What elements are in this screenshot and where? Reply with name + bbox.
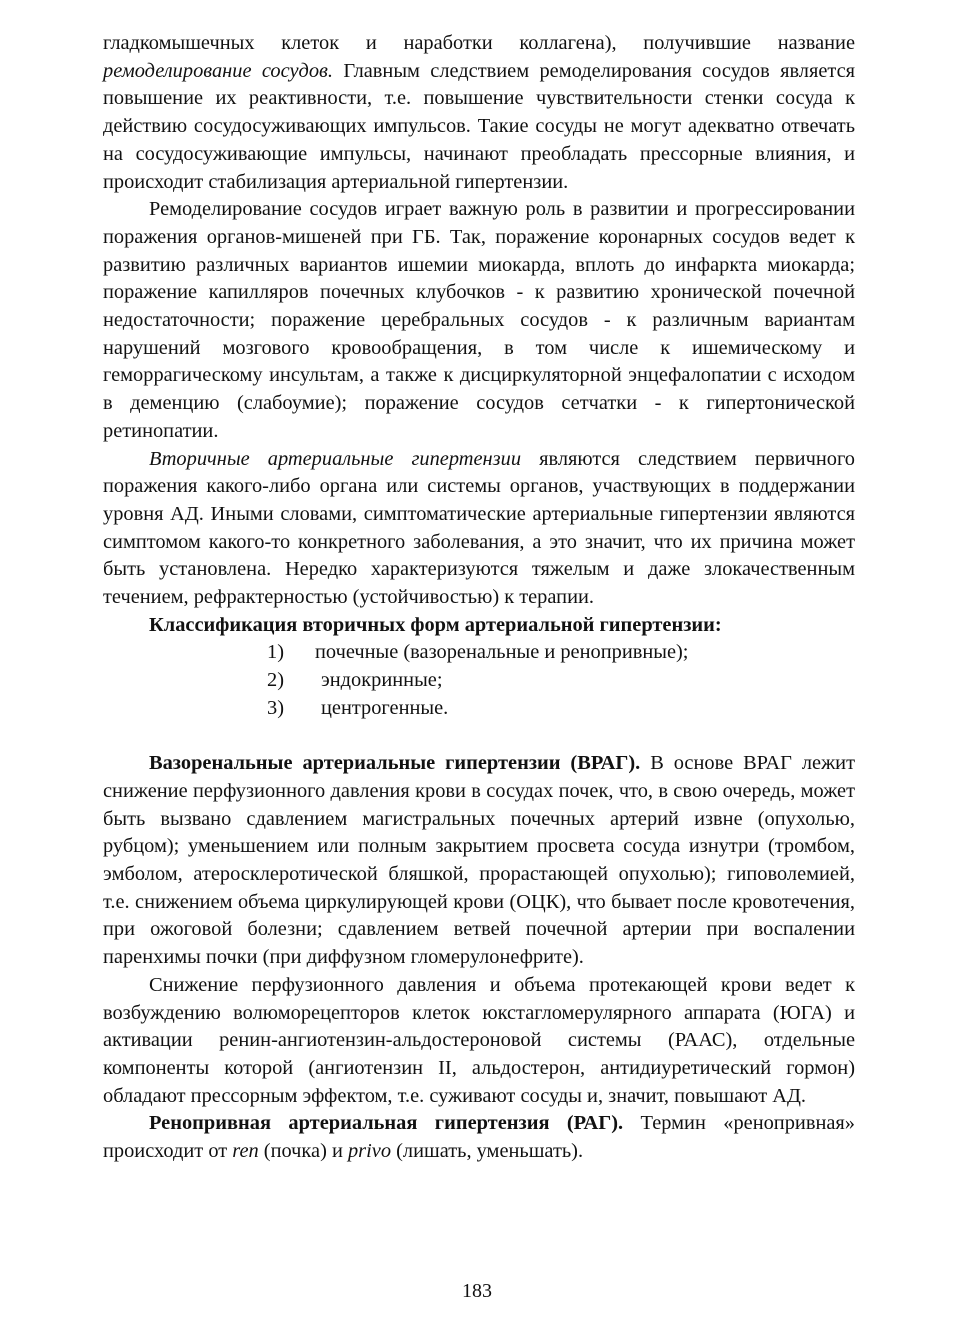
text-run: Главным следствием ремоделирования сосудов является повышение их реактивности, т.е. повышение чувствительности стенки сосуда к действию сосудосуживающих импульсов. Такие сосуды не могут адекватно отвечать на сосудосуживающие импульсы, начинают преобладать прессорные влияния, и происходит стабилизация артериальной гипертензии. <box>103 59 856 193</box>
bold-term: Вазоренальные артериальные гипертензии (ВРАГ). <box>149 752 641 775</box>
list-item <box>103 667 855 695</box>
text-run: Термин «ренопривная» происходит от <box>103 1112 855 1163</box>
page-number: 183 <box>462 1280 492 1302</box>
text-run: (почка) и <box>258 1140 348 1163</box>
list-item-number: 3) <box>267 696 284 719</box>
italic-term: Вторичные артериальные гипертензии <box>149 447 522 470</box>
list-item <box>103 639 855 667</box>
italic-term: ren <box>232 1140 259 1163</box>
paragraph-vasorenal <box>103 750 855 972</box>
list-item-number: 1) <box>267 641 284 664</box>
text-run: (лишать, уменьшать). <box>391 1140 584 1163</box>
paragraph-renoprival <box>103 1110 855 1165</box>
italic-term: ремоделирование сосудов. <box>103 59 333 82</box>
list-item-text: почечные (вазоренальные и ренопривные); <box>315 641 689 664</box>
text-run: являются следствием первичного поражения какого-либо органа или системы органов, участвующих в поддержании уровня АД. Иными словами, симптоматические артериальные гипертензии являются симптомом какого-то конкретного заболевания, а это значит, что их причина может быть установлена. Нередко характеризуются тяжелым и даже злокачественным течением, рефрактерностью (устойчивостью) к терапии. <box>103 447 855 609</box>
bold-term: Ренопривная артериальная гипертензия (РАГ). <box>149 1112 624 1135</box>
page-body <box>103 30 855 1166</box>
paragraph-raas: Снижение перфузионного давления и объема протекающей крови ведет к возбуждению волюморецепторов клеток юкстагломерулярного аппарата (ЮГА) и активации ренин-ангиотензин-альдостероновой системы (РААС), отдельные компоненты которой (ангиотензин II, альдостерон, антидиуретический гормон) обладают прессорным эффектом, т.е. суживают сосуды и, значит, повышают АД. <box>103 973 855 1107</box>
text-run: гладкомышечных клеток и наработки коллагена), получившие название <box>103 32 855 54</box>
list-item-text: центрогенные. <box>321 696 449 719</box>
list-item-text: эндокринные; <box>321 669 443 692</box>
list-item-number: 2) <box>267 669 284 692</box>
list-item <box>103 695 855 723</box>
italic-term: privo <box>347 1140 392 1163</box>
blank-line <box>103 723 855 751</box>
paragraph-remodeling-intro <box>103 30 855 196</box>
paragraph-target-organs: Ремоделирование сосудов играет важную роль в развитии и прогрессировании поражения органов-мишеней при ГБ. Так, поражение коронарных сосудов ведет к развитию различных вариантов ишемии миокарда, вплоть до инфаркта миокарда; поражение капилляров почечных клубочков - к развитию хронической почечной недостаточности; поражение церебральных сосудов - к различным вариантам нарушений мозгового кровообращения, в том числе к ишемическому и геморрагическому инсультам, а также к дисциркуляторной энцефалопатии с исходом в деменцию (слабоумие); поражение сосудов сетчатки - к гипертонической ретинопатии. <box>103 198 855 442</box>
text-run: В основе ВРАГ лежит снижение перфузионного давления крови в сосудах почек, что, в свою очередь, может быть вызвано сдавлением магистральных почечных артерий извне (опухолью, рубцом); уменьшением или полным закрытием просвета сосуда изнутри (тромбом, эмболом, атеросклеротической бляшкой, прорастающей опухолью); гиповолемией, т.е. снижением объема циркулирующей крови (ОЦК), что бывает после кровотечения, при ожоговой болезни; сдавлением ветвей почечной артерии при воспалении паренхимы почки (при диффузном гломерулонефрите). <box>103 752 855 969</box>
paragraph-secondary-hypertension <box>103 446 855 612</box>
classification-list <box>103 639 855 722</box>
classification-heading: Классификация вторичных форм артериальной гипертензии: <box>149 613 722 636</box>
